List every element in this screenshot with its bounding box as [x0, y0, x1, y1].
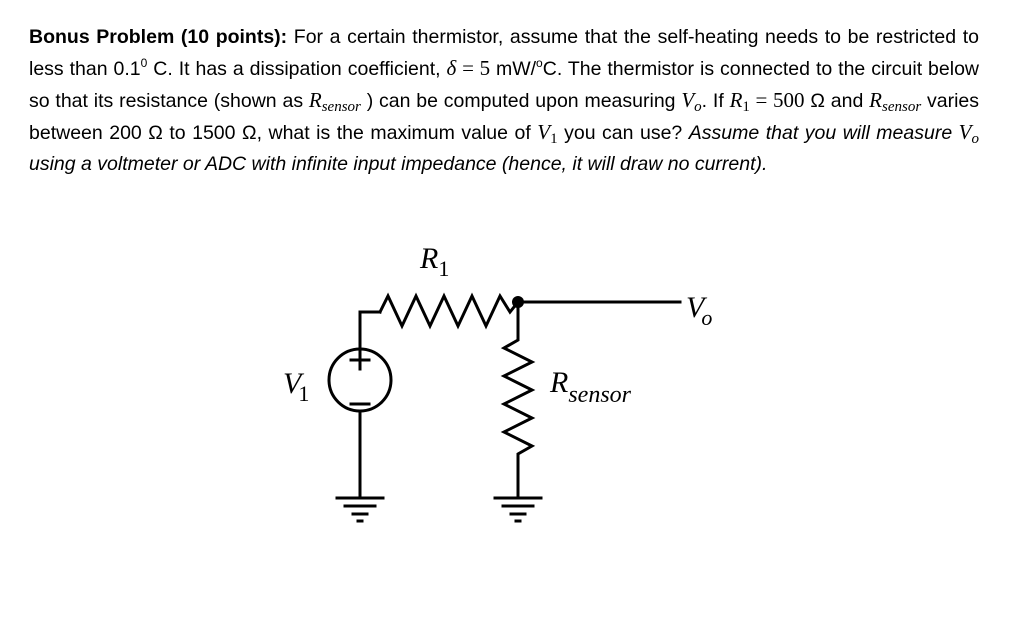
v1-subscript: 1: [550, 131, 558, 147]
assumption-text: Assume that you will measure: [688, 122, 959, 144]
assumption-text: using a voltmeter or ADC with infinite input impedance (hence, it will draw no current).: [29, 153, 768, 175]
vo-subscript: o: [694, 99, 702, 115]
vo-symbol: V: [958, 120, 972, 144]
r1-label: $R_1$: [420, 242, 450, 281]
problem-text: you can use?: [557, 122, 689, 144]
problem-heading: Bonus Problem (10 points):: [29, 26, 288, 48]
v1-symbol: V: [537, 120, 551, 144]
problem-text: . If: [701, 90, 730, 112]
degree-superscript: o: [536, 56, 543, 70]
problem-text: varies between 200 Ω to 1500 Ω, what is the maximum value of: [29, 90, 979, 144]
equation-text: = 500: [749, 88, 805, 112]
source-plus-sign: [351, 351, 369, 369]
v1-label: V1: [283, 367, 310, 406]
problem-text: For a certain thermistor, assume that the self-heating needs to be restricted to less than 0.1: [29, 26, 979, 80]
r-sensor-symbol: R: [869, 88, 882, 112]
problem-text: mW/: [495, 58, 537, 80]
problem-text: Ω and: [804, 90, 870, 112]
r-sensor-subscript: sensor: [321, 99, 361, 115]
equation-text: = 5: [456, 56, 496, 80]
r-sensor-symbol: R: [308, 88, 322, 112]
problem-text: C. It has a dissipation coefficient,: [147, 58, 447, 80]
problem-text: ) can be computed upon measuring: [360, 90, 682, 112]
r-sensor-resistor: [504, 302, 532, 498]
ground-symbol-right: [495, 498, 541, 521]
delta-symbol: δ: [446, 56, 457, 80]
ground-symbol-left: [337, 498, 383, 521]
r1-symbol: R: [729, 88, 743, 112]
r1-resistor: [380, 296, 518, 326]
vo-label: Vo: [686, 291, 713, 330]
problem-text: C. The thermistor is connected to the circuit below so that its resistance (shown as: [29, 58, 980, 112]
vo-subscript: o: [971, 131, 979, 147]
degree-superscript: 0: [140, 56, 148, 70]
r-sensor-subscript: sensor: [881, 99, 922, 115]
wire-source-to-r1: [360, 312, 380, 350]
r-sensor-label: $R_{sensor}$: [550, 366, 631, 408]
r1-subscript: 1: [742, 99, 750, 115]
vo-symbol: V: [681, 88, 695, 112]
